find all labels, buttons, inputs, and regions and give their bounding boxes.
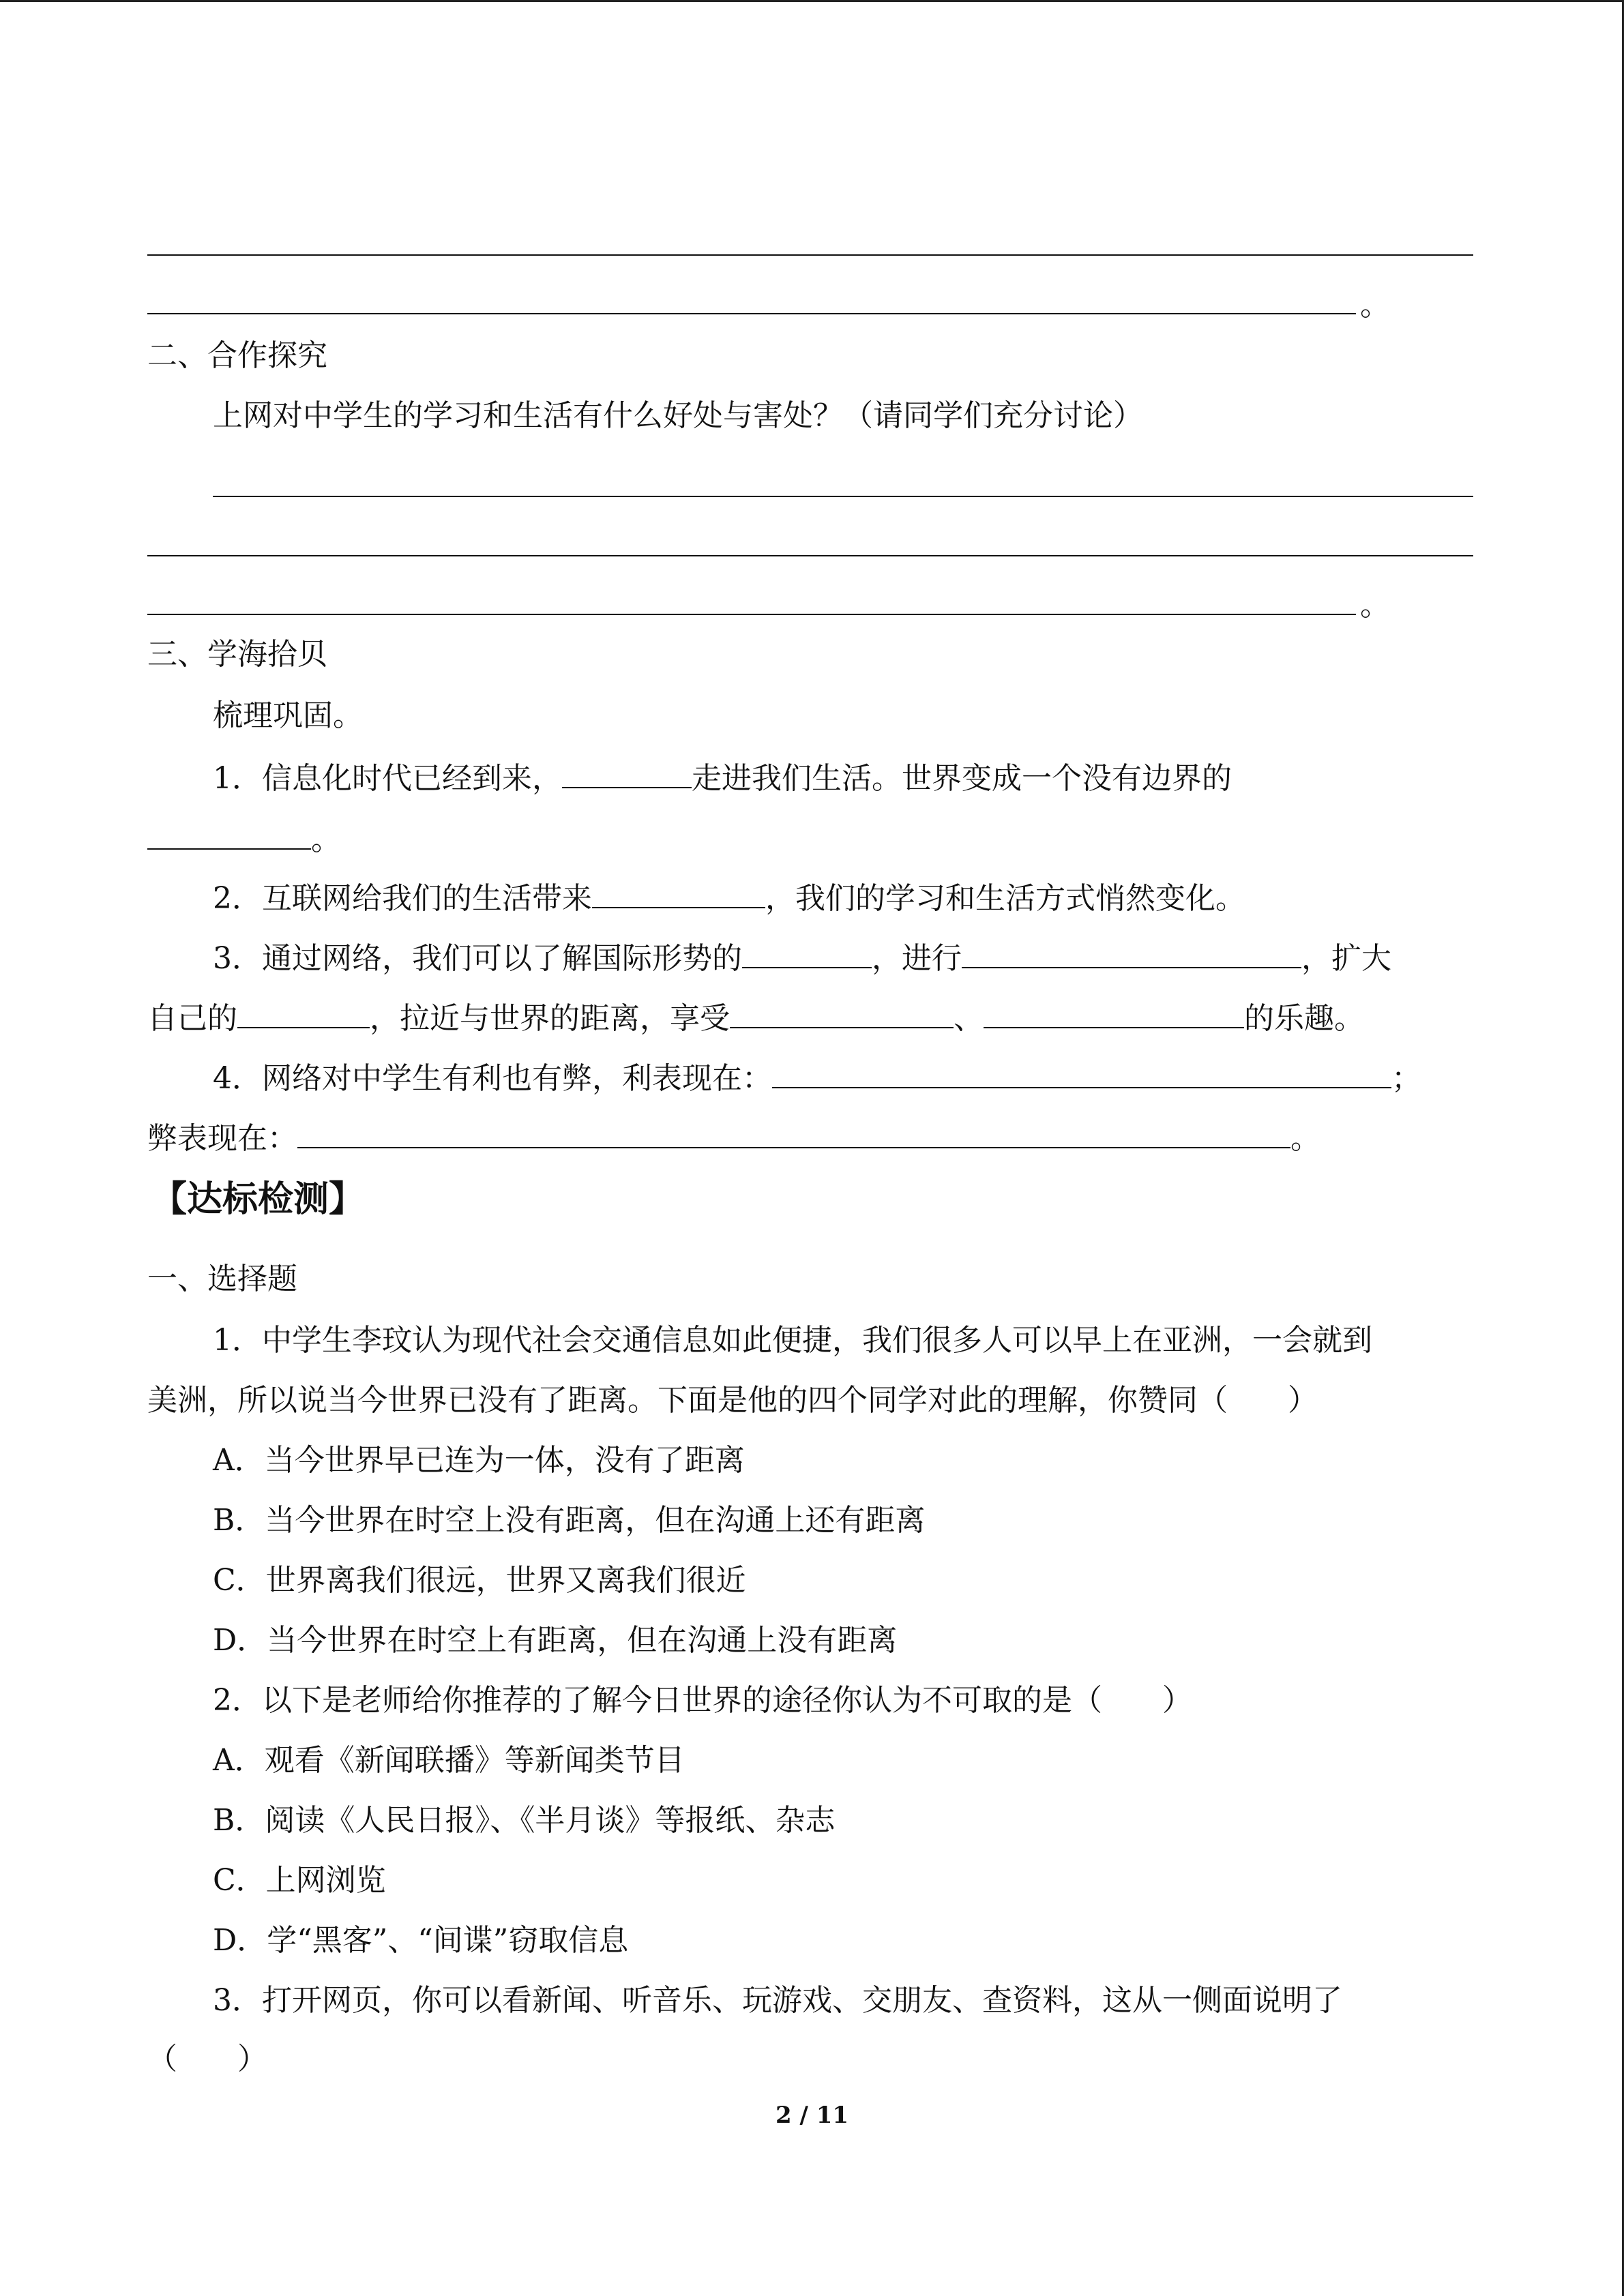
fill-blank[interactable]: [772, 1056, 1391, 1088]
item-text: 弊表现在：: [147, 1121, 297, 1156]
item-text: 。: [1290, 1121, 1320, 1156]
question-2: 2．以下是老师给你推荐的了解今日世界的途径你认为不可取的是（ ）: [213, 1683, 1192, 1718]
fill-blank[interactable]: [984, 996, 1244, 1028]
item-text: ，我们的学习和生活方式悄然变化。: [765, 881, 1245, 916]
page-number: 2 / 11: [775, 2102, 849, 2129]
question-2-option-c: C．上网浏览: [213, 1863, 386, 1898]
item-text: 3．通过网络，我们可以了解国际形势的: [213, 941, 742, 976]
end-mark: 。: [1360, 288, 1390, 323]
question-1-line-1: 1．中学生李玟认为现代社会交通信息如此便捷，我们很多人可以早上在亚洲，一会就到: [213, 1323, 1372, 1358]
item-text: 4．网络对中学生有利也有弊，利表现在：: [213, 1061, 772, 1096]
question-1-option-a: A．当今世界早已连为一体，没有了距离: [213, 1443, 745, 1478]
fill-item-3: [213, 936, 1391, 979]
section-heading-cooperation: 二、合作探究: [147, 338, 327, 373]
item-text: 。: [311, 822, 341, 857]
item-text: ，扩大: [1301, 941, 1391, 976]
section-heading-learning: 三、学海拾贝: [147, 637, 327, 672]
item-text: 、: [954, 1001, 984, 1036]
page-top-border: [0, 0, 1624, 2]
question-3-line-1: 3．打开网页，你可以看新闻、听音乐、玩游戏、交朋友、查资料，这从一侧面说明了: [213, 1983, 1342, 2018]
question-1-option-d: D．当今世界在时空上有距离，但在沟通上没有距离: [213, 1623, 898, 1658]
fill-blank[interactable]: [730, 996, 954, 1028]
fill-item-1-cont: [147, 817, 341, 861]
fill-blank[interactable]: [562, 756, 692, 788]
test-title: 【达标检测】: [151, 1179, 365, 1220]
item-text: 自己的: [147, 1001, 237, 1036]
answer-line: [147, 614, 1356, 615]
fill-blank[interactable]: [742, 936, 872, 968]
question-2-option-b: B．阅读《人民日报》、《半月谈》等报纸、杂志: [213, 1803, 836, 1838]
fill-blank[interactable]: [962, 936, 1301, 968]
item-text: ；: [1391, 1061, 1421, 1096]
item-text: 走进我们生活。世界变成一个没有边界的: [692, 761, 1232, 796]
question-1-option-b: B．当今世界在时空上没有距离，但在沟通上还有距离: [213, 1503, 926, 1538]
fill-item-4-cont: [147, 1116, 1320, 1159]
fill-item-4: [213, 1056, 1421, 1099]
item-text: 1．信息化时代已经到来，: [213, 761, 562, 796]
end-mark: 。: [1360, 588, 1390, 623]
answer-line: [147, 555, 1473, 556]
question-2-option-d: D．学“黑客”、“间谍”窃取信息: [213, 1923, 629, 1958]
fill-blank[interactable]: [237, 996, 370, 1028]
fill-item-2: [213, 876, 1245, 919]
item-text: 2．互联网给我们的生活带来: [213, 881, 592, 916]
answer-line: [213, 496, 1473, 497]
answer-line: [147, 313, 1356, 314]
answer-line: [147, 254, 1473, 256]
question-2-option-a: A．观看《新闻联播》等新闻类节目: [213, 1743, 685, 1778]
test-section-heading: 一、选择题: [147, 1262, 297, 1296]
fill-blank[interactable]: [592, 876, 765, 908]
learning-intro: 梳理巩固。: [213, 698, 363, 733]
fill-item-1: [213, 756, 1232, 799]
question-3-line-2: （ ）: [147, 2042, 267, 2076]
question-1-option-c: C．世界离我们很远，世界又离我们很近: [213, 1563, 746, 1598]
question-1-line-2: 美洲，所以说当今世界已没有了距离。下面是他的四个同学对此的理解，你赞同（ ）: [147, 1383, 1318, 1418]
fill-item-3-cont: [147, 996, 1364, 1039]
cooperation-question: 上网对中学生的学习和生活有什么好处与害处？（请同学们充分讨论）: [213, 398, 1143, 433]
item-text: 的乐趣。: [1244, 1001, 1364, 1036]
item-text: ，拉近与世界的距离，享受: [370, 1001, 730, 1036]
item-text: ，进行: [872, 941, 962, 976]
fill-blank[interactable]: [147, 817, 311, 850]
fill-blank[interactable]: [297, 1116, 1290, 1148]
